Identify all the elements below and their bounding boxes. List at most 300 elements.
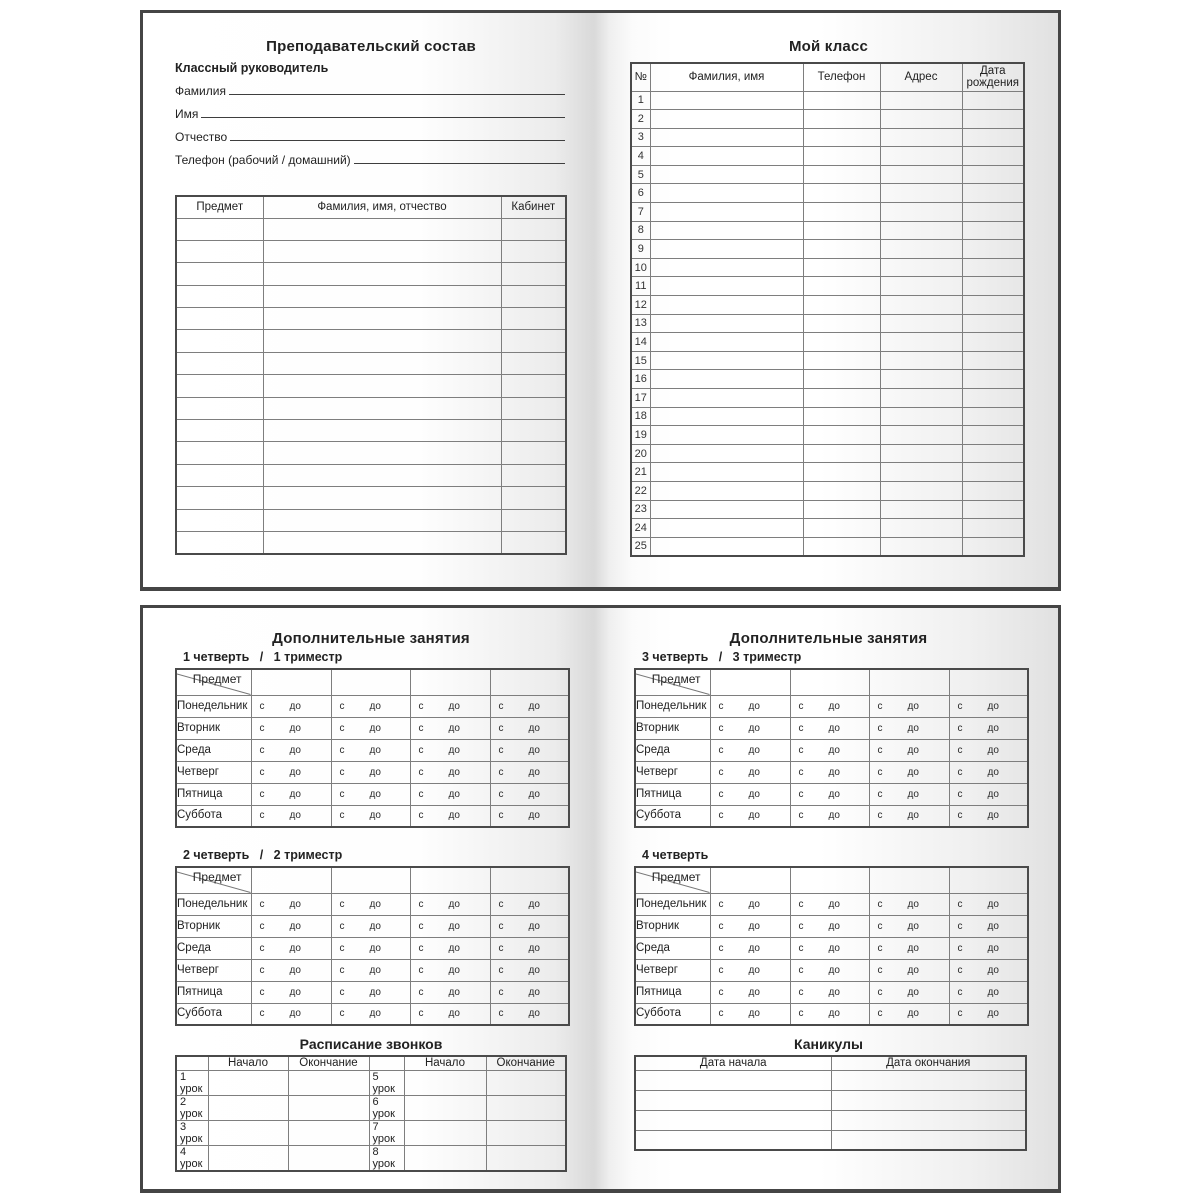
- table-row: [631, 296, 1024, 315]
- from-label: с: [498, 744, 504, 756]
- empty-cell: [962, 147, 1024, 166]
- empty-cell: [962, 258, 1024, 277]
- time-slot-cell: [710, 783, 790, 805]
- empty-header-cell: [949, 669, 1028, 695]
- bell-schedule-title: Расписание звонков: [299, 1036, 443, 1052]
- empty-cell: [650, 407, 803, 426]
- to-label: до: [528, 700, 540, 712]
- time-slot: [332, 789, 410, 800]
- from-label: с: [259, 920, 265, 932]
- day-label: Среда: [635, 937, 710, 959]
- time-slot: [491, 943, 569, 954]
- from-label: с: [957, 920, 963, 932]
- table-row: [176, 509, 566, 531]
- time-slot: [491, 965, 569, 976]
- empty-cell: [263, 420, 501, 442]
- from-label: с: [498, 898, 504, 910]
- empty-cell: [635, 1130, 831, 1150]
- to-label: до: [289, 1008, 301, 1020]
- empty-cell: [831, 1070, 1026, 1090]
- empty-cell: [404, 1146, 486, 1172]
- empty-cell: [650, 184, 803, 203]
- time-slot: [252, 1008, 331, 1019]
- time-slot: [252, 789, 331, 800]
- empty-cell: [803, 481, 880, 500]
- table-row: [176, 442, 566, 464]
- to-label: до: [528, 788, 540, 800]
- time-slot-cell: [331, 717, 410, 739]
- page-title: Дополнительные занятия: [729, 630, 928, 647]
- time-slot: [332, 701, 410, 712]
- time-slot: [791, 943, 869, 954]
- time-slot: [252, 767, 331, 778]
- from-label: с: [718, 920, 724, 932]
- time-slot: [711, 987, 790, 998]
- to-label: до: [987, 810, 999, 822]
- time-slot: [711, 965, 790, 976]
- from-label: с: [877, 810, 883, 822]
- time-slot-cell: [490, 915, 569, 937]
- time-slot: [791, 723, 869, 734]
- day-row: [176, 717, 569, 739]
- empty-cell: [962, 277, 1024, 296]
- quarter-1-section: [175, 650, 568, 832]
- to-label: до: [448, 700, 460, 712]
- time-slot: [711, 767, 790, 778]
- from-label: с: [718, 986, 724, 998]
- from-label: с: [418, 722, 424, 734]
- time-slot-cell: [251, 805, 331, 827]
- quarter-3-section: [634, 650, 1027, 832]
- from-label: с: [498, 964, 504, 976]
- empty-cell: [880, 91, 962, 110]
- time-slot-cell: [710, 893, 790, 915]
- time-slot-cell: [949, 805, 1028, 827]
- lesson-label: 7 урок: [369, 1121, 404, 1146]
- from-label: с: [418, 766, 424, 778]
- to-label: до: [448, 810, 460, 822]
- time-slot-cell: [949, 717, 1028, 739]
- row-number: 14: [631, 333, 650, 352]
- row-number: 20: [631, 444, 650, 463]
- empty-cell: [486, 1146, 566, 1172]
- empty-cell: [176, 487, 263, 509]
- empty-cell: [803, 519, 880, 538]
- empty-cell: [803, 184, 880, 203]
- row-number: 19: [631, 426, 650, 445]
- empty-cell: [404, 1121, 486, 1146]
- to-label: до: [528, 766, 540, 778]
- to-label: до: [987, 986, 999, 998]
- empty-cell: [501, 263, 566, 285]
- time-slot: [711, 943, 790, 954]
- to-label: до: [369, 766, 381, 778]
- empty-cell: [263, 285, 501, 307]
- from-label: с: [339, 722, 345, 734]
- empty-cell: [635, 1070, 831, 1090]
- from-label: с: [339, 766, 345, 778]
- time-slot-cell: [490, 717, 569, 739]
- day-label: Четверг: [176, 761, 251, 783]
- time-slot: [950, 723, 1028, 734]
- table-row: [635, 1090, 1026, 1110]
- table-row: [631, 333, 1024, 352]
- row-number: 13: [631, 314, 650, 333]
- to-label: до: [528, 942, 540, 954]
- to-label: до: [907, 744, 919, 756]
- lesson-label: 1 урок: [176, 1070, 208, 1095]
- table-row: [631, 481, 1024, 500]
- from-label: с: [957, 986, 963, 998]
- time-slot: [332, 899, 410, 910]
- time-slot: [491, 899, 569, 910]
- to-label: до: [987, 722, 999, 734]
- empty-cell: [650, 277, 803, 296]
- time-slot-cell: [410, 739, 490, 761]
- field-label: Отчество: [175, 129, 228, 144]
- to-label: до: [987, 744, 999, 756]
- quarter-label: 2 четверть / 2 триместр: [183, 848, 343, 862]
- table-row: [635, 1130, 1026, 1150]
- time-slot-cell: [490, 893, 569, 915]
- from-label: с: [798, 986, 804, 998]
- time-slot-cell: [710, 1003, 790, 1025]
- from-label: с: [718, 810, 724, 822]
- empty-cell: [803, 426, 880, 445]
- holidays-table: [634, 1055, 1027, 1151]
- empty-cell: [650, 110, 803, 129]
- table-row: [176, 240, 566, 262]
- time-slot: [950, 1008, 1028, 1019]
- from-label: с: [798, 744, 804, 756]
- empty-header-cell: [710, 867, 790, 893]
- to-label: до: [528, 744, 540, 756]
- from-label: с: [718, 898, 724, 910]
- to-label: до: [828, 788, 840, 800]
- empty-header-cell: [251, 867, 331, 893]
- time-slot: [252, 921, 331, 932]
- time-slot-cell: [869, 717, 949, 739]
- time-slot: [711, 723, 790, 734]
- empty-cell: [831, 1130, 1026, 1150]
- table-row: [176, 420, 566, 442]
- column-header: Дата окончания: [831, 1056, 1026, 1070]
- time-slot-cell: [710, 695, 790, 717]
- empty-cell: [486, 1070, 566, 1095]
- to-label: до: [748, 964, 760, 976]
- from-label: с: [498, 920, 504, 932]
- lesson-label: 5 урок: [369, 1070, 404, 1095]
- time-slot-cell: [490, 695, 569, 717]
- spread-bottom: [140, 605, 1061, 1193]
- time-slot: [252, 987, 331, 998]
- table-row: [635, 1070, 1026, 1090]
- empty-header-cell: [490, 867, 569, 893]
- table-row: [631, 240, 1024, 259]
- subject-corner-cell: [176, 867, 251, 893]
- table-row: [176, 397, 566, 419]
- row-number: 17: [631, 389, 650, 408]
- empty-cell: [486, 1121, 566, 1146]
- empty-cell: [650, 463, 803, 482]
- table-row: [176, 330, 566, 352]
- column-header: Начало: [208, 1056, 288, 1070]
- time-slot-cell: [410, 805, 490, 827]
- time-slot-cell: [710, 761, 790, 783]
- empty-cell: [880, 407, 962, 426]
- empty-cell: [501, 308, 566, 330]
- time-slot-cell: [710, 959, 790, 981]
- column-header: Окончание: [288, 1056, 369, 1070]
- empty-cell: [880, 128, 962, 147]
- day-label: Среда: [635, 739, 710, 761]
- empty-header-cell: [790, 867, 869, 893]
- from-label: с: [418, 1008, 424, 1020]
- time-slot-cell: [790, 761, 869, 783]
- day-row: [635, 783, 1028, 805]
- empty-cell: [880, 110, 962, 129]
- empty-cell: [803, 110, 880, 129]
- day-label: Понедельник: [176, 893, 251, 915]
- field-blank-line: [230, 140, 565, 141]
- empty-cell: [501, 464, 566, 486]
- day-label: Вторник: [176, 915, 251, 937]
- from-label: с: [798, 722, 804, 734]
- field-label: Имя: [175, 106, 199, 121]
- row-number: 8: [631, 221, 650, 240]
- header-row: [176, 669, 569, 695]
- day-row: [176, 959, 569, 981]
- time-slot: [870, 943, 949, 954]
- time-slot-cell: [490, 959, 569, 981]
- empty-cell: [208, 1095, 288, 1120]
- empty-cell: [501, 487, 566, 509]
- time-slot-cell: [331, 959, 410, 981]
- row-number: 12: [631, 296, 650, 315]
- to-label: до: [987, 766, 999, 778]
- day-label: Вторник: [176, 717, 251, 739]
- to-label: до: [828, 722, 840, 734]
- empty-cell: [635, 1110, 831, 1130]
- empty-cell: [880, 519, 962, 538]
- time-slot: [252, 810, 331, 821]
- to-label: до: [448, 744, 460, 756]
- empty-header-cell: [410, 669, 490, 695]
- lesson-label: 4 урок: [176, 1146, 208, 1172]
- time-slot-cell: [869, 915, 949, 937]
- empty-header-cell: [790, 669, 869, 695]
- empty-cell: [501, 330, 566, 352]
- time-slot-cell: [710, 739, 790, 761]
- to-label: до: [289, 898, 301, 910]
- table-row: [631, 537, 1024, 556]
- time-slot-cell: [710, 717, 790, 739]
- empty-cell: [288, 1121, 369, 1146]
- column-header: №: [631, 63, 650, 91]
- empty-cell: [880, 333, 962, 352]
- row-number: 3: [631, 128, 650, 147]
- empty-cell: [501, 375, 566, 397]
- empty-cell: [962, 519, 1024, 538]
- empty-cell: [803, 221, 880, 240]
- from-label: с: [798, 942, 804, 954]
- day-row: [176, 1003, 569, 1025]
- page-title: Дополнительные занятия: [272, 630, 470, 647]
- quarter-2-schedule-table: [175, 866, 570, 1026]
- time-slot-cell: [710, 915, 790, 937]
- time-slot: [491, 987, 569, 998]
- empty-cell: [501, 509, 566, 531]
- page-my-class: [599, 13, 1058, 587]
- from-label: с: [957, 788, 963, 800]
- row-number: 9: [631, 240, 650, 259]
- table-row: [631, 184, 1024, 203]
- day-row: [635, 959, 1028, 981]
- from-label: с: [418, 744, 424, 756]
- time-slot: [870, 723, 949, 734]
- empty-cell: [208, 1121, 288, 1146]
- empty-cell: [880, 184, 962, 203]
- holidays-title: Каникулы: [793, 1036, 864, 1052]
- empty-cell: [803, 203, 880, 222]
- to-label: до: [528, 722, 540, 734]
- subject-corner-label: Предмет: [192, 672, 242, 686]
- empty-header-cell: [869, 867, 949, 893]
- day-row: [176, 783, 569, 805]
- empty-cell: [803, 147, 880, 166]
- column-header: Дата рождения: [962, 63, 1024, 91]
- to-label: до: [987, 898, 999, 910]
- from-label: с: [957, 810, 963, 822]
- empty-cell: [962, 203, 1024, 222]
- from-label: с: [259, 964, 265, 976]
- page-title: Преподавательский состав: [266, 38, 476, 55]
- time-slot: [332, 745, 410, 756]
- empty-cell: [501, 531, 566, 553]
- empty-cell: [501, 285, 566, 307]
- day-row: [635, 695, 1028, 717]
- page-teaching-staff: [143, 13, 599, 587]
- row-number: 25: [631, 537, 650, 556]
- time-slot: [791, 899, 869, 910]
- empty-cell: [880, 463, 962, 482]
- from-label: с: [339, 700, 345, 712]
- time-slot-cell: [790, 739, 869, 761]
- day-label: Пятница: [176, 981, 251, 1003]
- empty-cell: [803, 370, 880, 389]
- field-row: [175, 144, 565, 167]
- time-slot: [950, 899, 1028, 910]
- to-label: до: [907, 898, 919, 910]
- time-slot-cell: [869, 783, 949, 805]
- time-slot: [870, 745, 949, 756]
- from-label: с: [418, 942, 424, 954]
- time-slot-cell: [331, 783, 410, 805]
- empty-cell: [650, 519, 803, 538]
- empty-cell: [176, 308, 263, 330]
- column-header: Кабинет: [501, 196, 566, 218]
- time-slot: [332, 921, 410, 932]
- table-row: [631, 165, 1024, 184]
- column-header: Фамилия, имя, отчество: [263, 196, 501, 218]
- empty-cell: [501, 218, 566, 240]
- time-slot-cell: [790, 937, 869, 959]
- time-slot: [791, 745, 869, 756]
- empty-cell: [650, 221, 803, 240]
- to-label: до: [907, 722, 919, 734]
- to-label: до: [748, 744, 760, 756]
- from-label: с: [718, 766, 724, 778]
- from-label: с: [498, 722, 504, 734]
- from-label: с: [339, 744, 345, 756]
- time-slot: [252, 965, 331, 976]
- empty-cell: [650, 147, 803, 166]
- time-slot: [332, 810, 410, 821]
- from-label: с: [798, 810, 804, 822]
- time-slot-cell: [410, 981, 490, 1003]
- time-slot-cell: [490, 1003, 569, 1025]
- empty-cell: [803, 333, 880, 352]
- header-row: [176, 1056, 566, 1070]
- time-slot-cell: [869, 981, 949, 1003]
- to-label: до: [369, 788, 381, 800]
- time-slot-cell: [949, 937, 1028, 959]
- table-row: [631, 519, 1024, 538]
- empty-cell: [650, 333, 803, 352]
- time-slot: [870, 921, 949, 932]
- time-slot: [411, 965, 490, 976]
- time-slot-cell: [410, 959, 490, 981]
- time-slot-cell: [490, 805, 569, 827]
- day-row: [635, 761, 1028, 783]
- time-slot-cell: [790, 915, 869, 937]
- from-label: с: [498, 1008, 504, 1020]
- to-label: до: [369, 920, 381, 932]
- to-label: до: [828, 942, 840, 954]
- time-slot-cell: [869, 937, 949, 959]
- day-label: Понедельник: [635, 893, 710, 915]
- time-slot: [411, 943, 490, 954]
- table-row: [631, 221, 1024, 240]
- to-label: до: [369, 700, 381, 712]
- table-row: [176, 218, 566, 240]
- time-slot: [332, 943, 410, 954]
- time-slot: [950, 745, 1028, 756]
- time-slot: [950, 767, 1028, 778]
- empty-cell: [831, 1090, 1026, 1110]
- from-label: с: [877, 766, 883, 778]
- empty-cell: [880, 165, 962, 184]
- time-slot: [950, 943, 1028, 954]
- to-label: до: [289, 920, 301, 932]
- quarter-4-section: [634, 848, 1027, 1030]
- time-slot-cell: [251, 937, 331, 959]
- to-label: до: [828, 986, 840, 998]
- time-slot: [491, 789, 569, 800]
- subject-corner-label: Предмет: [651, 870, 701, 884]
- empty-cell: [650, 351, 803, 370]
- field-blank-line: [354, 163, 565, 164]
- from-label: с: [259, 766, 265, 778]
- to-label: до: [828, 700, 840, 712]
- quarter-label: 4 четверть: [642, 848, 709, 862]
- empty-cell: [263, 352, 501, 374]
- time-slot: [332, 767, 410, 778]
- time-slot: [950, 701, 1028, 712]
- day-row: [635, 739, 1028, 761]
- table-row: [631, 110, 1024, 129]
- field-label: Телефон (рабочий / домашний): [175, 152, 351, 167]
